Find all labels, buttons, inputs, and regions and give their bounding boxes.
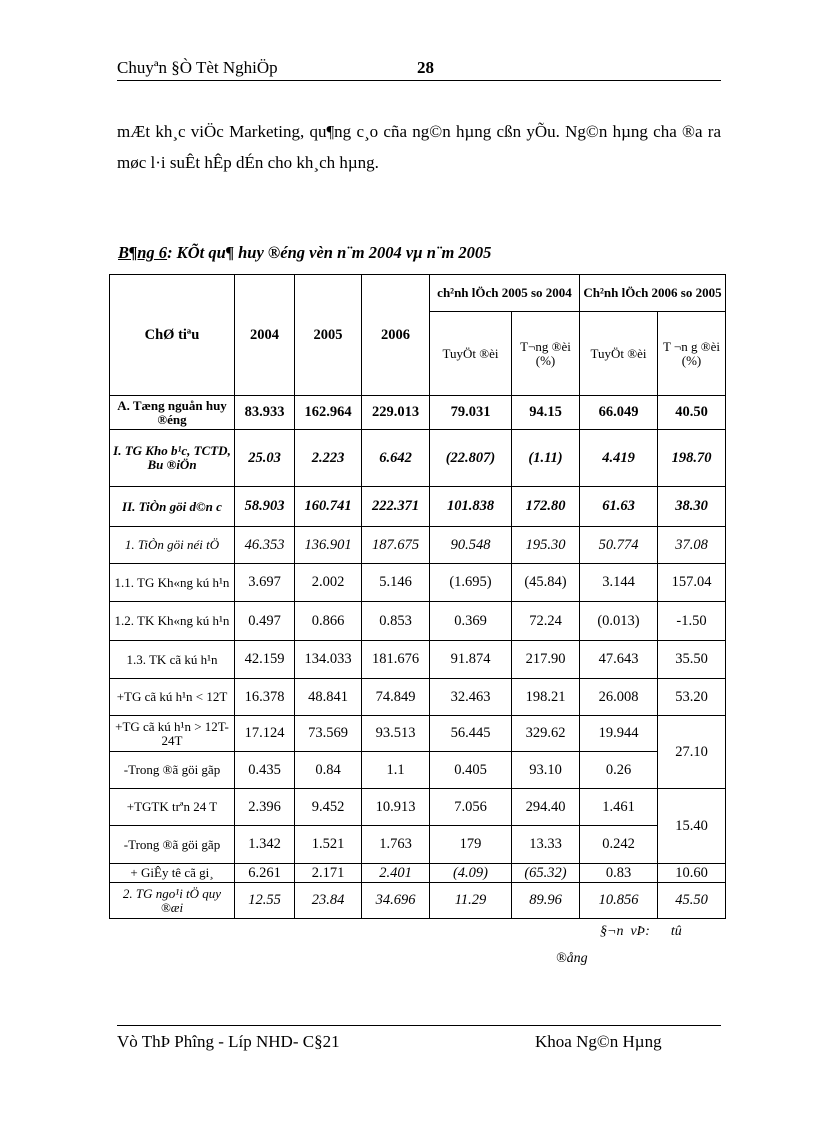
header-2005: 2005 (295, 275, 362, 396)
cell-abs-1: 101.838 (430, 487, 512, 527)
cell-2004: 25.03 (235, 430, 295, 487)
cell-2006: 6.642 (362, 430, 430, 487)
cell-abs-2: 1.461 (580, 789, 658, 826)
cell-2005: 2.002 (295, 564, 362, 602)
footer-department: Khoa Ng©n Hµng (535, 1032, 662, 1051)
cell-2004: 6.261 (235, 864, 295, 883)
table-row (110, 527, 726, 564)
cell-abs-2: 3.144 (580, 564, 658, 602)
cell-rel-2: 15.40 (658, 789, 726, 864)
cell-2005: 136.901 (295, 527, 362, 564)
cell-rel-1: 94.15 (512, 396, 580, 430)
cell-abs-1: 90.548 (430, 527, 512, 564)
row-label: -Trong ®ã göi gãp (110, 752, 235, 789)
source-note-unit: §¬n vÞ: tû (600, 924, 682, 939)
table-row (110, 789, 726, 826)
cell-rel-1: 172.80 (512, 487, 580, 527)
row-label: 2. TG ngo¹i tÖ quy ®æi (110, 883, 235, 919)
cell-abs-1: (4.09) (430, 864, 512, 883)
cell-abs-1: 32.463 (430, 679, 512, 716)
header-abs-1: TuyÖt ®èi (430, 312, 512, 396)
cell-abs-1: 79.031 (430, 396, 512, 430)
cell-2006: 187.675 (362, 527, 430, 564)
cell-2006: 10.913 (362, 789, 430, 826)
cell-2004: 83.933 (235, 396, 295, 430)
cell-2004: 3.697 (235, 564, 295, 602)
cell-2005: 2.171 (295, 864, 362, 883)
funding-table (109, 274, 726, 919)
cell-2005: 160.741 (295, 487, 362, 527)
table-row (110, 396, 726, 430)
table-row (110, 826, 726, 864)
cell-2004: 46.353 (235, 527, 295, 564)
cell-2006: 1.1 (362, 752, 430, 789)
cell-rel-1: (45.84) (512, 564, 580, 602)
cell-rel-2: 45.50 (658, 883, 726, 919)
cell-rel-1: 198.21 (512, 679, 580, 716)
cell-2005: 2.223 (295, 430, 362, 487)
table-row (110, 564, 726, 602)
row-label: 1. TiÒn göi néi tÖ (110, 527, 235, 564)
cell-rel-1: 93.10 (512, 752, 580, 789)
row-label: II. TiÒn göi d©n c (110, 487, 235, 527)
table-caption (118, 243, 491, 263)
cell-abs-1: 0.369 (430, 602, 512, 641)
header-rel-1: T¬ng ®èi (%) (512, 312, 580, 396)
row-label: + GiÊy tê cã gi¸ (110, 864, 235, 883)
cell-abs-2: 47.643 (580, 641, 658, 679)
header-title: Chuyªn §Ò Tèt NghiÖp (117, 58, 278, 77)
page-header (117, 58, 721, 81)
row-label: 1.1. TG Kh«ng kú h¹n (110, 564, 235, 602)
cell-rel-2: 157.04 (658, 564, 726, 602)
cell-abs-2: 10.856 (580, 883, 658, 919)
cell-2005: 162.964 (295, 396, 362, 430)
cell-rel-2: -1.50 (658, 602, 726, 641)
row-label: +TG cã kú h¹n < 12T (110, 679, 235, 716)
cell-2005: 0.84 (295, 752, 362, 789)
row-label: -Trong ®ã göi gãp (110, 826, 235, 864)
cell-rel-1: 72.24 (512, 602, 580, 641)
cell-2004: 17.124 (235, 716, 295, 752)
row-label: 1.3. TK cã kú h¹n (110, 641, 235, 679)
cell-rel-2: 53.20 (658, 679, 726, 716)
row-label: A. Tæng nguån huy ®éng (110, 396, 235, 430)
cell-2006: 181.676 (362, 641, 430, 679)
header-abs-2: TuyÖt ®èi (580, 312, 658, 396)
cell-rel-1: 13.33 (512, 826, 580, 864)
cell-abs-2: 66.049 (580, 396, 658, 430)
cell-2004: 0.497 (235, 602, 295, 641)
cell-2005: 134.033 (295, 641, 362, 679)
cell-2005: 1.521 (295, 826, 362, 864)
table-row (110, 487, 726, 527)
cell-2004: 42.159 (235, 641, 295, 679)
cell-abs-1: 0.405 (430, 752, 512, 789)
row-label: +TGTK trªn 24 T (110, 789, 235, 826)
cell-abs-1: (22.807) (430, 430, 512, 487)
cell-2005: 0.866 (295, 602, 362, 641)
cell-rel-2: 37.08 (658, 527, 726, 564)
table-row (110, 430, 726, 487)
cell-2005: 48.841 (295, 679, 362, 716)
cell-2006: 34.696 (362, 883, 430, 919)
cell-2006: 5.146 (362, 564, 430, 602)
cell-2004: 2.396 (235, 789, 295, 826)
cell-abs-1: (1.695) (430, 564, 512, 602)
cell-abs-1: 11.29 (430, 883, 512, 919)
cell-2006: 93.513 (362, 716, 430, 752)
footer-author: Vò ThÞ Phîng - Líp NHD- C§21 (117, 1032, 340, 1051)
cell-abs-2: 0.83 (580, 864, 658, 883)
cell-rel-1: 195.30 (512, 527, 580, 564)
cell-2005: 73.569 (295, 716, 362, 752)
body-paragraph: mÆt kh¸c viÖc Marketing, qu¶ng c¸o cña ng©n hµng cßn yÕu. Ng©n hµng cha ®a ra møc l·i suÊt hÊp dÉn cho kh¸ch hµng. (117, 122, 721, 172)
cell-rel-2: 27.10 (658, 716, 726, 789)
cell-2004: 12.55 (235, 883, 295, 919)
cell-2006: 0.853 (362, 602, 430, 641)
cell-abs-2: 50.774 (580, 527, 658, 564)
cell-rel-2: 38.30 (658, 487, 726, 527)
table-row (110, 679, 726, 716)
cell-2005: 9.452 (295, 789, 362, 826)
cell-rel-2: 10.60 (658, 864, 726, 883)
cell-abs-2: (0.013) (580, 602, 658, 641)
cell-abs-2: 4.419 (580, 430, 658, 487)
cell-abs-1: 56.445 (430, 716, 512, 752)
cell-2006: 2.401 (362, 864, 430, 883)
cell-rel-1: 217.90 (512, 641, 580, 679)
table-row (110, 716, 726, 752)
page-number: 28 (417, 58, 434, 77)
cell-rel-1: 89.96 (512, 883, 580, 919)
cell-rel-1: 329.62 (512, 716, 580, 752)
table-row (110, 641, 726, 679)
table-caption-text: : KÕt qu¶ huy ®éng vèn n¨m 2004 vµ n¨m 2005 (167, 243, 492, 262)
cell-2006: 1.763 (362, 826, 430, 864)
cell-2006: 229.013 (362, 396, 430, 430)
page-footer (117, 1025, 721, 1056)
cell-rel-1: (1.11) (512, 430, 580, 487)
cell-2004: 58.903 (235, 487, 295, 527)
cell-abs-1: 91.874 (430, 641, 512, 679)
cell-rel-1: 294.40 (512, 789, 580, 826)
cell-rel-2: 35.50 (658, 641, 726, 679)
table-row (110, 752, 726, 789)
table-row (110, 883, 726, 919)
cell-2004: 0.435 (235, 752, 295, 789)
cell-rel-2: 198.70 (658, 430, 726, 487)
table-caption-label: B¶ng 6 (118, 243, 168, 262)
cell-abs-1: 179 (430, 826, 512, 864)
cell-2004: 1.342 (235, 826, 295, 864)
cell-abs-1: 7.056 (430, 789, 512, 826)
cell-2006: 222.371 (362, 487, 430, 527)
row-label: 1.2. TK Kh«ng kú h¹n (110, 602, 235, 641)
cell-2006: 74.849 (362, 679, 430, 716)
header-rel-2: T ¬n g ®èi (%) (658, 312, 726, 396)
cell-rel-1: (65.32) (512, 864, 580, 883)
table-row (110, 864, 726, 883)
cell-rel-2: 40.50 (658, 396, 726, 430)
header-2006: 2006 (362, 275, 430, 396)
row-label: I. TG Kho b¹c, TCTD, Bu ®iÖn (110, 430, 235, 487)
table-row (110, 602, 726, 641)
cell-abs-2: 26.008 (580, 679, 658, 716)
source-note-currency: ®ång (556, 951, 588, 966)
header-indicator: ChØ tiªu (110, 275, 235, 396)
cell-2004: 16.378 (235, 679, 295, 716)
cell-abs-2: 61.63 (580, 487, 658, 527)
cell-2005: 23.84 (295, 883, 362, 919)
header-2004: 2004 (235, 275, 295, 396)
header-diff-2006-2005: Ch²nh lÖch 2006 so 2005 (580, 275, 726, 312)
header-diff-2005-2004: ch²nh lÖch 2005 so 2004 (430, 275, 580, 312)
cell-abs-2: 0.242 (580, 826, 658, 864)
cell-abs-2: 0.26 (580, 752, 658, 789)
cell-abs-2: 19.944 (580, 716, 658, 752)
row-label: +TG cã kú h¹n > 12T-24T (110, 716, 235, 752)
